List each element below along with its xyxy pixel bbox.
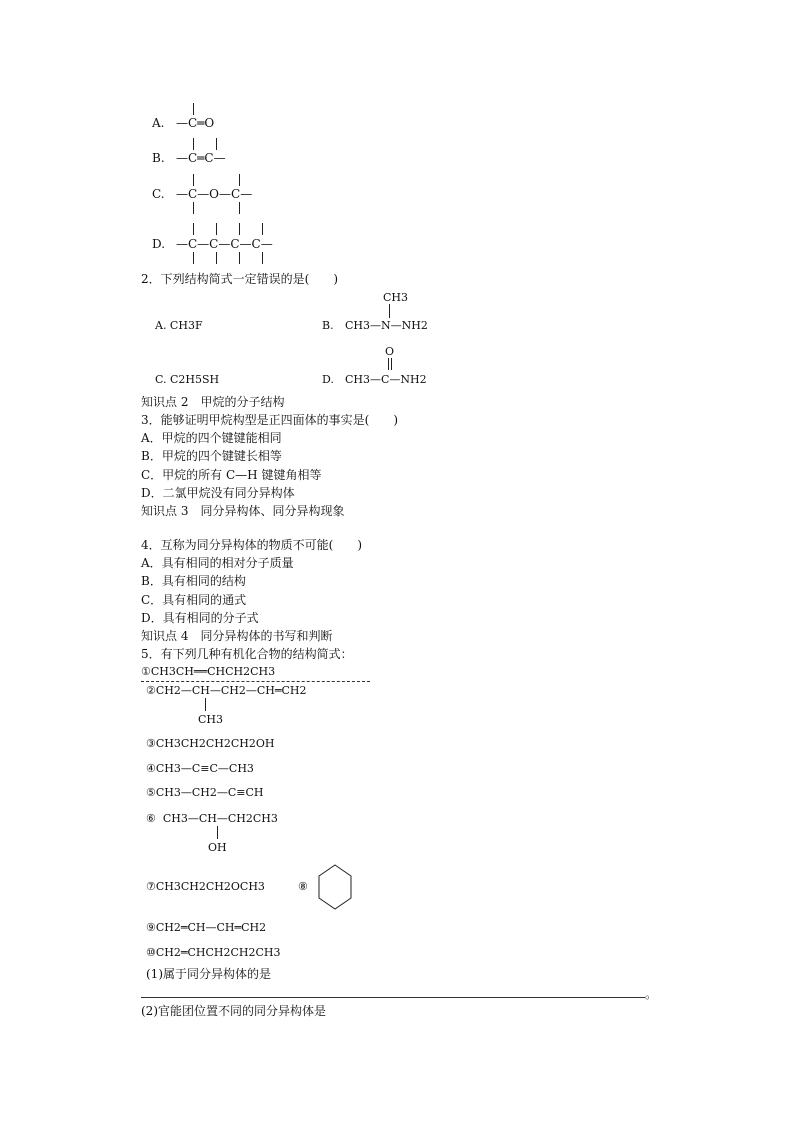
q2-option-b-top: CH3: [383, 291, 409, 304]
cyclohexane-ring-icon: [318, 864, 352, 910]
q2-option-c: C. C2H5SH: [155, 373, 220, 386]
q1-option-d-label: D.: [152, 237, 166, 251]
answer-line: [141, 997, 645, 998]
knowledge-point-4: 知识点 4 同分异构体的书写和判断: [141, 629, 333, 643]
q5-compound-1: ①CH3CH══CHCH2CH3: [141, 665, 276, 678]
q5-stem: 5．有下列几种有机化合物的结构简式：: [141, 647, 353, 661]
q5-compound-6-branch: OH: [208, 841, 227, 854]
q2-option-d-label: D.: [322, 373, 334, 386]
q3-option-b: B．甲烷的四个键键长相等: [141, 449, 282, 463]
bond-line: [205, 698, 206, 711]
q5-compound-9: ⑨CH2═CH—CH═CH2: [146, 921, 267, 934]
bond-line: [239, 252, 240, 264]
bond-line: [217, 826, 218, 839]
q4-option-b: B．具有相同的结构: [141, 574, 246, 588]
q5-compound-3: ③CH3CH2CH2CH2OH: [146, 737, 275, 750]
bond-line: [193, 202, 194, 214]
q4-option-d: D．具有相同的分子式: [141, 611, 259, 625]
q3-option-c: C．甲烷的所有 C—H 键键角相等: [141, 468, 322, 482]
q2-option-d-top: O: [385, 345, 395, 358]
q5-compound-10: ⑩CH2═CHCH2CH2CH3: [146, 946, 281, 959]
bond-line: [193, 223, 194, 235]
bond-line: [391, 358, 392, 370]
bond-line: [216, 138, 217, 150]
q5-compound-2-branch: CH3: [198, 713, 224, 726]
bond-line: [193, 138, 194, 150]
q2-option-b-main: CH3—N—NH2: [345, 319, 428, 332]
q1-option-b-formula: —C═C—: [176, 151, 226, 165]
q4-option-a: A．具有相同的相对分子质量: [141, 556, 294, 570]
bond-line: [388, 358, 389, 370]
q2-option-a: A. CH3F: [155, 319, 203, 332]
bond-line: [216, 223, 217, 235]
q1-option-a-formula: —C═O: [176, 116, 215, 130]
q1-option-c-formula: —C—O—C—: [176, 187, 253, 201]
q3-stem: 3．能够证明甲烷构型是正四面体的事实是( ): [141, 413, 398, 427]
q3-option-d: D．二氯甲烷没有同分异构体: [141, 486, 295, 500]
q1-option-c-label: C.: [152, 187, 165, 201]
q5-compound-7: ⑦CH3CH2CH2OCH3: [146, 880, 265, 893]
dashed-divider: [141, 681, 370, 682]
q4-option-c: C．具有相同的通式: [141, 593, 247, 607]
knowledge-point-3: 知识点 3 同分异构体、同分异构现象: [141, 504, 345, 518]
bond-line: [239, 202, 240, 214]
q5-part-2: (2)官能团位置不同的同分异构体是: [141, 1004, 326, 1018]
q1-option-d-formula: —C—C—C—C—: [176, 237, 273, 251]
q2-stem: 2．下列结构简式一定错误的是( ): [141, 272, 338, 286]
bond-line: [193, 252, 194, 264]
q5-compound-6: ⑥ CH3—CH—CH2CH3: [146, 812, 278, 825]
q5-compound-4: ④CH3—C≡C—CH3: [146, 762, 254, 775]
q5-part-1: (1)属于同分异构体的是: [146, 967, 271, 981]
bond-line: [389, 304, 390, 318]
q5-compound-5: ⑤CH3—CH2—C≡CH: [146, 786, 264, 799]
q1-option-a-label: A.: [152, 116, 165, 130]
q5-compound-2: ②CH2—CH—CH2—CH═CH2: [146, 684, 307, 697]
bond-line: [193, 174, 194, 186]
bond-line: [239, 174, 240, 186]
bond-line: [262, 252, 263, 264]
q3-option-a: A．甲烷的四个键键能相同: [141, 431, 282, 445]
q2-option-d-main: CH3—C—NH2: [345, 373, 427, 386]
q1-option-b-label: B.: [152, 151, 165, 165]
bond-line: [193, 103, 194, 115]
bond-line: [262, 223, 263, 235]
q4-stem: 4．互称为同分异构体的物质不可能( ): [141, 538, 362, 552]
q2-option-b-label: B.: [322, 319, 334, 332]
bond-line: [216, 252, 217, 264]
knowledge-point-2: 知识点 2 甲烷的分子结构: [141, 395, 285, 409]
q5-compound-8-label: ⑧: [298, 880, 308, 893]
q5-part-1-end: 。: [645, 987, 658, 1001]
bond-line: [239, 223, 240, 235]
